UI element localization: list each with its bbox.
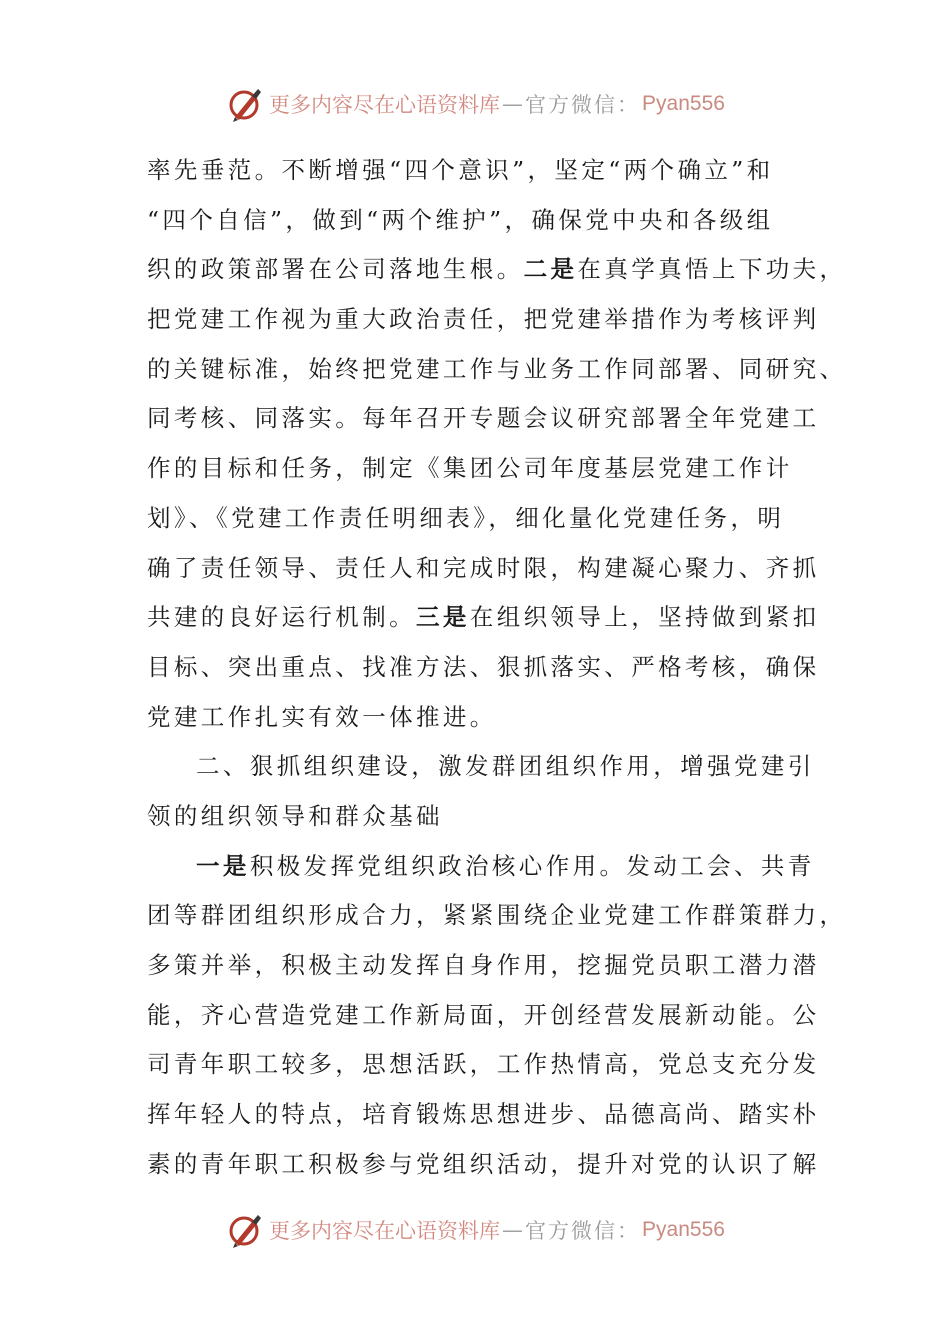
footer-banner bbox=[0, 1208, 950, 1252]
section-heading-cont: 领的组织领导和群众基础 bbox=[147, 801, 443, 830]
text-line: 党建工作扎实有效一体推进。 bbox=[147, 702, 497, 731]
pen-circle-icon bbox=[225, 1210, 265, 1250]
banner-wechat-label: 官方微信： bbox=[525, 1219, 641, 1243]
bold-marker: 一是 bbox=[196, 851, 250, 880]
text-line: 把党建工作视为重大政治责任，把党建举措作为考核评判 bbox=[147, 305, 820, 334]
text-line: 一是积极发挥党组织政治核心作用。发动工会、共青 bbox=[196, 851, 815, 880]
document-body bbox=[147, 146, 847, 1189]
banner-main-text: 更多内容尽在心语资料库 bbox=[269, 93, 501, 117]
header-banner bbox=[0, 82, 950, 126]
text-line: 能，齐心营造党建工作新局面，开创经营发展新动能。公 bbox=[147, 1000, 820, 1029]
text-line: 共建的良好运行机制。三是在组织领导上，坚持做到紧扣 bbox=[147, 603, 820, 632]
banner-main-text: 更多内容尽在心语资料库 bbox=[269, 1219, 501, 1243]
banner-wechat-id: Pyan556 bbox=[642, 1218, 725, 1241]
text-line: 作的目标和任务，制定《集团公司年度基层党建工作计 bbox=[147, 454, 793, 483]
text-line: 织的政策部署在公司落地生根。二是在真学真悟上下功夫， bbox=[147, 255, 847, 284]
text-line: “四个自信”，做到“两个维护”，确保党中央和各级组 bbox=[147, 205, 774, 234]
text-line: 率先垂范。不断增强“四个意识”，坚定“两个确立”和 bbox=[147, 156, 774, 184]
bold-marker: 三是 bbox=[416, 603, 470, 632]
text-line: 素的青年职工积极参与党组织活动，提升对党的认识了解 bbox=[147, 1149, 820, 1178]
banner-wechat-id: Pyan556 bbox=[642, 92, 725, 115]
text-line: 团等群团组织形成合力，紧紧围绕企业党建工作群策群力， bbox=[147, 901, 847, 930]
text-line: 司青年职工较多，思想活跃，工作热情高，党总支充分发 bbox=[147, 1050, 820, 1079]
pen-circle-icon bbox=[225, 84, 265, 124]
text-line: 多策并举，积极主动发挥自身作用，挖掘党员职工潜力潜 bbox=[147, 951, 820, 979]
banner-dash: — bbox=[502, 92, 524, 116]
text-line: 挥年轻人的特点，培育锻炼思想进步、品德高尚、踏实朴 bbox=[147, 1100, 820, 1129]
section-heading: 二、狠抓组织建设，激发群团组织作用，增强党建引 bbox=[196, 752, 815, 781]
text-line: 的关键标准，始终把党建工作与业务工作同部署、同研究、 bbox=[147, 354, 847, 383]
text-line: 划》、《党建工作责任明细表》，细化量化党建任务，明 bbox=[147, 503, 785, 532]
banner-dash: — bbox=[502, 1218, 524, 1242]
text-line: 同考核、同落实。每年召开专题会议研究部署全年党建工 bbox=[147, 404, 820, 433]
text-line: 目标、突出重点、找准方法、狠抓落实、严格考核，确保 bbox=[147, 652, 820, 681]
banner-wechat-label: 官方微信： bbox=[525, 93, 641, 117]
text-line: 确了责任领导、责任人和完成时限，构建凝心聚力、齐抓 bbox=[147, 553, 820, 582]
bold-marker: 二是 bbox=[523, 255, 578, 284]
